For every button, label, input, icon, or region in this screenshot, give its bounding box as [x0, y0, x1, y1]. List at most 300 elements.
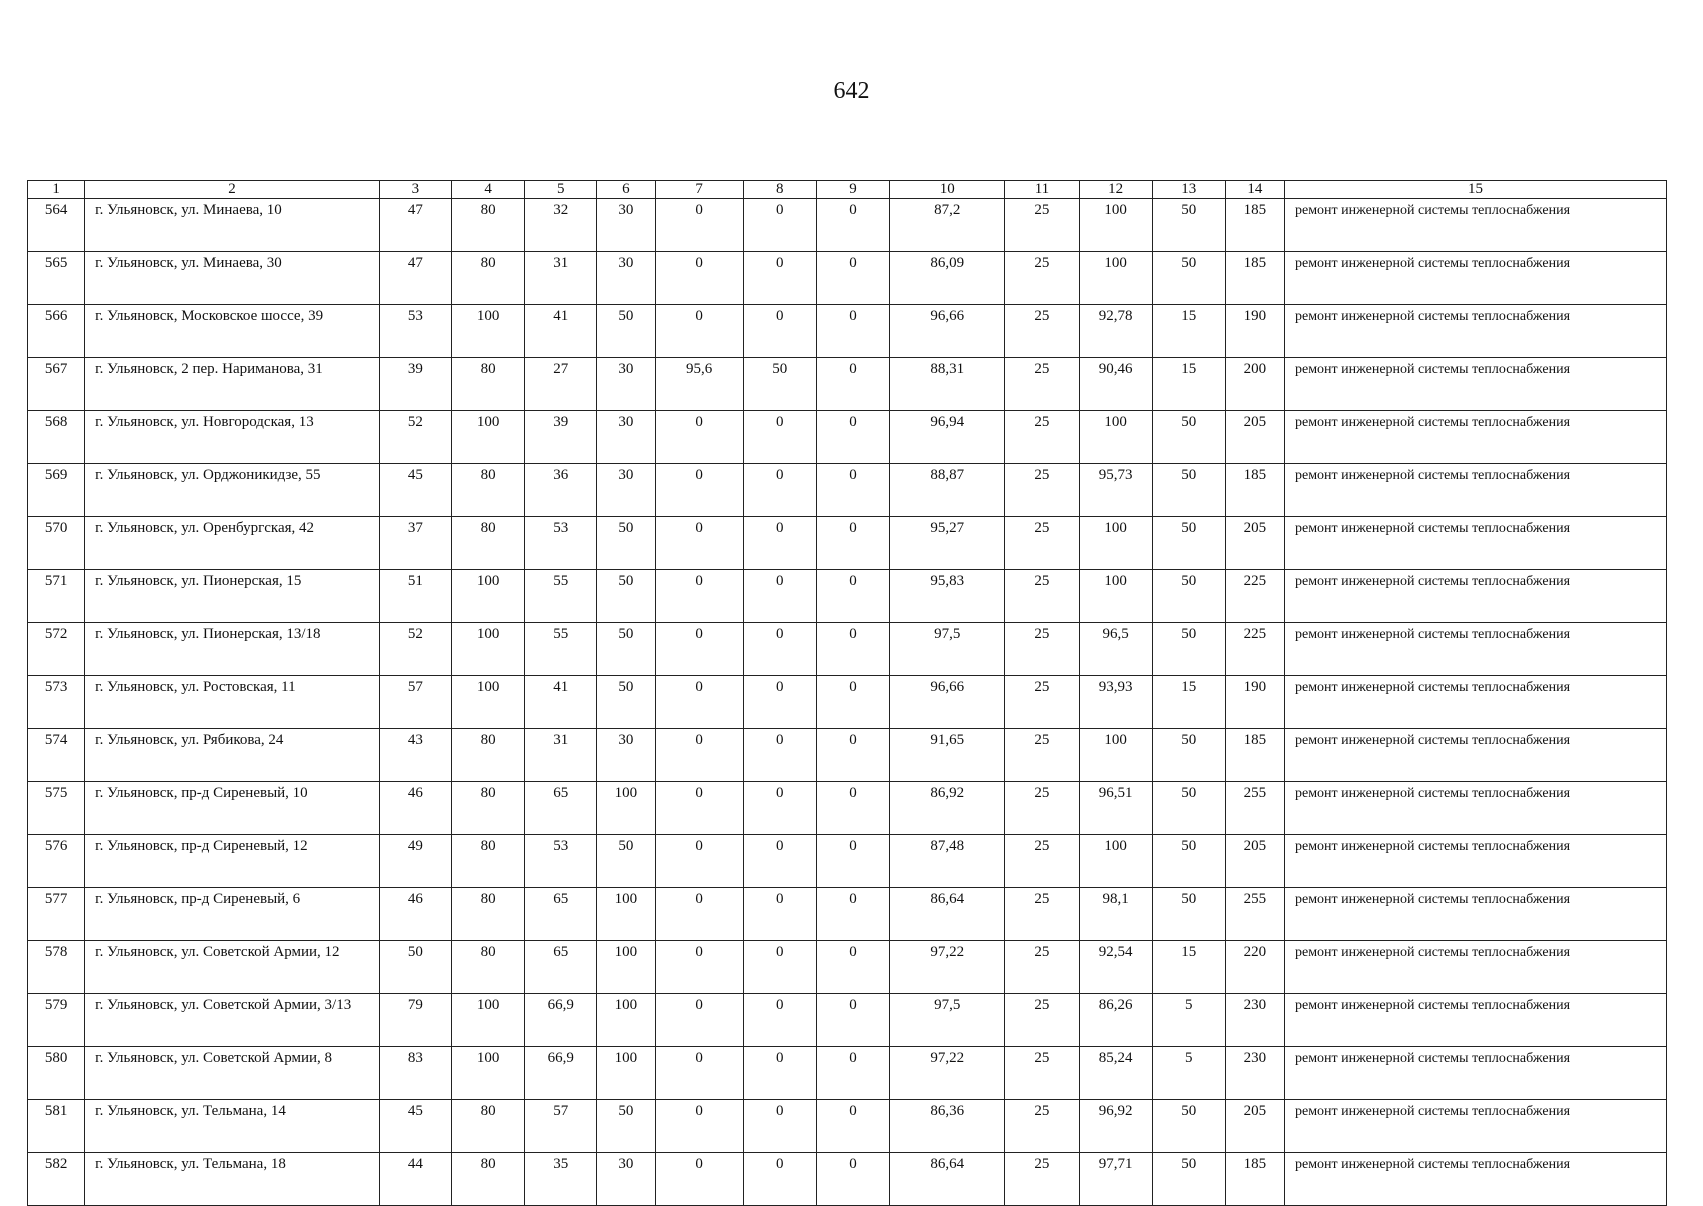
col-13-value-cell: 5 [1152, 1047, 1225, 1100]
address-cell: г. Ульяновск, ул. Новгородская, 13 [85, 411, 380, 464]
col-4-value-cell: 80 [452, 729, 525, 782]
col-10-value-cell: 87,48 [890, 835, 1005, 888]
address-cell: г. Ульяновск, пр-д Сиреневый, 10 [85, 782, 380, 835]
col-6-value-cell: 50 [597, 570, 655, 623]
col-11-value-cell: 25 [1005, 252, 1079, 305]
table-row [28, 623, 1667, 676]
work-type-cell: ремонт инженерной системы теплоснабжения [1284, 782, 1666, 835]
address-cell: г. Ульяновск, ул. Орджоникидзе, 55 [85, 464, 380, 517]
column-header-14: 14 [1225, 181, 1284, 199]
work-type-cell: ремонт инженерной системы теплоснабжения [1284, 517, 1666, 570]
col-12-value-cell: 100 [1079, 729, 1152, 782]
col-14-value-cell: 255 [1225, 782, 1284, 835]
col-14-value-cell: 205 [1225, 835, 1284, 888]
col-5-value-cell: 55 [525, 623, 597, 676]
col-9-value-cell: 0 [816, 305, 889, 358]
col-4-value-cell: 80 [452, 252, 525, 305]
col-12-value-cell: 95,73 [1079, 464, 1152, 517]
col-11-value-cell: 25 [1005, 464, 1079, 517]
col-14-value-cell: 190 [1225, 676, 1284, 729]
col-5-value-cell: 31 [525, 729, 597, 782]
column-header-9: 9 [816, 181, 889, 199]
col-7-value-cell: 0 [655, 1100, 743, 1153]
col-9-value-cell: 0 [816, 676, 889, 729]
col-4-value-cell: 80 [452, 835, 525, 888]
col-11-value-cell: 25 [1005, 199, 1079, 252]
col-10-value-cell: 86,92 [890, 782, 1005, 835]
col-9-value-cell: 0 [816, 252, 889, 305]
col-9-value-cell: 0 [816, 994, 889, 1047]
work-type-cell: ремонт инженерной системы теплоснабжения [1284, 729, 1666, 782]
col-9-value-cell: 0 [816, 888, 889, 941]
col-9-value-cell: 0 [816, 199, 889, 252]
col-5-value-cell: 65 [525, 888, 597, 941]
work-type-cell: ремонт инженерной системы теплоснабжения [1284, 1100, 1666, 1153]
col-4-value-cell: 80 [452, 1153, 525, 1206]
col-9-value-cell: 0 [816, 358, 889, 411]
row-number-cell: 569 [28, 464, 85, 517]
work-type-cell: ремонт инженерной системы теплоснабжения [1284, 305, 1666, 358]
col-8-value-cell: 0 [743, 782, 816, 835]
table-row [28, 676, 1667, 729]
col-13-value-cell: 15 [1152, 941, 1225, 994]
col-10-value-cell: 86,09 [890, 252, 1005, 305]
work-type-cell: ремонт инженерной системы теплоснабжения [1284, 623, 1666, 676]
col-4-value-cell: 80 [452, 517, 525, 570]
col-6-value-cell: 50 [597, 676, 655, 729]
row-number-cell: 576 [28, 835, 85, 888]
col-7-value-cell: 0 [655, 994, 743, 1047]
col-9-value-cell: 0 [816, 941, 889, 994]
table-row [28, 199, 1667, 252]
row-number-cell: 572 [28, 623, 85, 676]
col-10-value-cell: 86,64 [890, 888, 1005, 941]
col-3-value-cell: 52 [379, 623, 451, 676]
work-type-cell: ремонт инженерной системы теплоснабжения [1284, 1047, 1666, 1100]
col-8-value-cell: 0 [743, 623, 816, 676]
col-8-value-cell: 0 [743, 676, 816, 729]
col-12-value-cell: 100 [1079, 199, 1152, 252]
address-cell: г. Ульяновск, ул. Тельмана, 18 [85, 1153, 380, 1206]
col-4-value-cell: 80 [452, 888, 525, 941]
col-4-value-cell: 100 [452, 623, 525, 676]
table-row [28, 835, 1667, 888]
col-14-value-cell: 255 [1225, 888, 1284, 941]
col-12-value-cell: 98,1 [1079, 888, 1152, 941]
col-8-value-cell: 0 [743, 888, 816, 941]
col-12-value-cell: 90,46 [1079, 358, 1152, 411]
col-7-value-cell: 0 [655, 782, 743, 835]
table-row [28, 305, 1667, 358]
col-14-value-cell: 220 [1225, 941, 1284, 994]
address-cell: г. Ульяновск, ул. Советской Армии, 12 [85, 941, 380, 994]
col-5-value-cell: 41 [525, 676, 597, 729]
col-3-value-cell: 45 [379, 464, 451, 517]
col-6-value-cell: 30 [597, 411, 655, 464]
column-header-3: 3 [379, 181, 451, 199]
page-number: 642 [833, 78, 870, 104]
col-14-value-cell: 205 [1225, 411, 1284, 464]
col-5-value-cell: 66,9 [525, 994, 597, 1047]
work-type-cell: ремонт инженерной системы теплоснабжения [1284, 835, 1666, 888]
column-header-8: 8 [743, 181, 816, 199]
col-6-value-cell: 50 [597, 623, 655, 676]
col-12-value-cell: 100 [1079, 517, 1152, 570]
col-3-value-cell: 51 [379, 570, 451, 623]
col-4-value-cell: 100 [452, 305, 525, 358]
col-6-value-cell: 100 [597, 941, 655, 994]
col-14-value-cell: 205 [1225, 1100, 1284, 1153]
col-8-value-cell: 0 [743, 729, 816, 782]
address-cell: г. Ульяновск, ул. Минаева, 10 [85, 199, 380, 252]
address-cell: г. Ульяновск, ул. Рябикова, 24 [85, 729, 380, 782]
col-11-value-cell: 25 [1005, 1100, 1079, 1153]
table-row [28, 1047, 1667, 1100]
col-11-value-cell: 25 [1005, 941, 1079, 994]
table-row [28, 888, 1667, 941]
col-11-value-cell: 25 [1005, 623, 1079, 676]
col-13-value-cell: 5 [1152, 994, 1225, 1047]
col-8-value-cell: 0 [743, 994, 816, 1047]
col-6-value-cell: 100 [597, 888, 655, 941]
col-5-value-cell: 31 [525, 252, 597, 305]
col-10-value-cell: 96,66 [890, 676, 1005, 729]
col-5-value-cell: 65 [525, 782, 597, 835]
col-9-value-cell: 0 [816, 570, 889, 623]
work-type-cell: ремонт инженерной системы теплоснабжения [1284, 252, 1666, 305]
row-number-cell: 566 [28, 305, 85, 358]
col-14-value-cell: 185 [1225, 252, 1284, 305]
row-number-cell: 567 [28, 358, 85, 411]
col-6-value-cell: 50 [597, 835, 655, 888]
col-9-value-cell: 0 [816, 1047, 889, 1100]
col-13-value-cell: 50 [1152, 1153, 1225, 1206]
work-type-cell: ремонт инженерной системы теплоснабжения [1284, 676, 1666, 729]
column-header-13: 13 [1152, 181, 1225, 199]
col-14-value-cell: 190 [1225, 305, 1284, 358]
col-3-value-cell: 79 [379, 994, 451, 1047]
column-header-12: 12 [1079, 181, 1152, 199]
table-row [28, 782, 1667, 835]
col-6-value-cell: 50 [597, 305, 655, 358]
row-number-cell: 578 [28, 941, 85, 994]
col-9-value-cell: 0 [816, 782, 889, 835]
col-14-value-cell: 185 [1225, 1153, 1284, 1206]
work-type-cell: ремонт инженерной системы теплоснабжения [1284, 1153, 1666, 1206]
col-7-value-cell: 0 [655, 729, 743, 782]
address-cell: г. Ульяновск, Московское шоссе, 39 [85, 305, 380, 358]
table-row [28, 1153, 1667, 1206]
col-5-value-cell: 35 [525, 1153, 597, 1206]
col-3-value-cell: 50 [379, 941, 451, 994]
row-number-cell: 575 [28, 782, 85, 835]
work-type-cell: ремонт инженерной системы теплоснабжения [1284, 941, 1666, 994]
work-type-cell: ремонт инженерной системы теплоснабжения [1284, 411, 1666, 464]
work-type-cell: ремонт инженерной системы теплоснабжения [1284, 199, 1666, 252]
col-9-value-cell: 0 [816, 623, 889, 676]
col-12-value-cell: 96,5 [1079, 623, 1152, 676]
col-4-value-cell: 100 [452, 676, 525, 729]
col-11-value-cell: 25 [1005, 729, 1079, 782]
col-3-value-cell: 53 [379, 305, 451, 358]
col-9-value-cell: 0 [816, 517, 889, 570]
col-6-value-cell: 30 [597, 464, 655, 517]
col-12-value-cell: 100 [1079, 252, 1152, 305]
table-body [28, 199, 1667, 1206]
col-10-value-cell: 86,36 [890, 1100, 1005, 1153]
table-row [28, 358, 1667, 411]
column-header-15: 15 [1284, 181, 1666, 199]
col-8-value-cell: 0 [743, 835, 816, 888]
address-cell: г. Ульяновск, ул. Тельмана, 14 [85, 1100, 380, 1153]
col-8-value-cell: 0 [743, 1047, 816, 1100]
col-7-value-cell: 0 [655, 835, 743, 888]
col-8-value-cell: 0 [743, 1100, 816, 1153]
col-5-value-cell: 39 [525, 411, 597, 464]
col-9-value-cell: 0 [816, 1153, 889, 1206]
col-6-value-cell: 50 [597, 517, 655, 570]
col-7-value-cell: 0 [655, 888, 743, 941]
col-10-value-cell: 86,64 [890, 1153, 1005, 1206]
row-number-cell: 581 [28, 1100, 85, 1153]
col-7-value-cell: 95,6 [655, 358, 743, 411]
col-13-value-cell: 50 [1152, 252, 1225, 305]
col-8-value-cell: 0 [743, 199, 816, 252]
col-3-value-cell: 37 [379, 517, 451, 570]
col-10-value-cell: 88,87 [890, 464, 1005, 517]
row-number-cell: 582 [28, 1153, 85, 1206]
col-14-value-cell: 185 [1225, 729, 1284, 782]
col-5-value-cell: 65 [525, 941, 597, 994]
col-10-value-cell: 97,22 [890, 941, 1005, 994]
row-number-cell: 565 [28, 252, 85, 305]
col-13-value-cell: 50 [1152, 782, 1225, 835]
col-4-value-cell: 100 [452, 1047, 525, 1100]
row-number-cell: 564 [28, 199, 85, 252]
col-4-value-cell: 80 [452, 199, 525, 252]
col-12-value-cell: 96,51 [1079, 782, 1152, 835]
col-14-value-cell: 225 [1225, 623, 1284, 676]
col-5-value-cell: 66,9 [525, 1047, 597, 1100]
row-number-cell: 570 [28, 517, 85, 570]
column-header-1: 1 [28, 181, 85, 199]
col-10-value-cell: 96,94 [890, 411, 1005, 464]
col-6-value-cell: 30 [597, 252, 655, 305]
col-14-value-cell: 205 [1225, 517, 1284, 570]
col-11-value-cell: 25 [1005, 305, 1079, 358]
col-13-value-cell: 50 [1152, 464, 1225, 517]
col-9-value-cell: 0 [816, 1100, 889, 1153]
header-row [28, 181, 1667, 199]
col-7-value-cell: 0 [655, 199, 743, 252]
col-10-value-cell: 91,65 [890, 729, 1005, 782]
address-cell: г. Ульяновск, ул. Советской Армии, 8 [85, 1047, 380, 1100]
col-8-value-cell: 0 [743, 570, 816, 623]
col-7-value-cell: 0 [655, 941, 743, 994]
col-4-value-cell: 80 [452, 358, 525, 411]
col-5-value-cell: 36 [525, 464, 597, 517]
col-7-value-cell: 0 [655, 411, 743, 464]
col-8-value-cell: 0 [743, 1153, 816, 1206]
col-13-value-cell: 50 [1152, 517, 1225, 570]
col-7-value-cell: 0 [655, 1153, 743, 1206]
col-12-value-cell: 100 [1079, 411, 1152, 464]
row-number-cell: 577 [28, 888, 85, 941]
col-7-value-cell: 0 [655, 623, 743, 676]
col-13-value-cell: 15 [1152, 676, 1225, 729]
col-13-value-cell: 50 [1152, 729, 1225, 782]
col-13-value-cell: 50 [1152, 888, 1225, 941]
table-row [28, 252, 1667, 305]
col-13-value-cell: 50 [1152, 1100, 1225, 1153]
col-10-value-cell: 95,83 [890, 570, 1005, 623]
col-8-value-cell: 0 [743, 517, 816, 570]
address-cell: г. Ульяновск, пр-д Сиреневый, 12 [85, 835, 380, 888]
col-14-value-cell: 200 [1225, 358, 1284, 411]
col-3-value-cell: 43 [379, 729, 451, 782]
col-11-value-cell: 25 [1005, 782, 1079, 835]
col-4-value-cell: 100 [452, 570, 525, 623]
work-type-cell: ремонт инженерной системы теплоснабжения [1284, 570, 1666, 623]
col-14-value-cell: 230 [1225, 1047, 1284, 1100]
col-11-value-cell: 25 [1005, 835, 1079, 888]
col-10-value-cell: 96,66 [890, 305, 1005, 358]
col-8-value-cell: 0 [743, 305, 816, 358]
col-3-value-cell: 44 [379, 1153, 451, 1206]
col-3-value-cell: 47 [379, 199, 451, 252]
col-5-value-cell: 32 [525, 199, 597, 252]
col-12-value-cell: 92,54 [1079, 941, 1152, 994]
col-8-value-cell: 0 [743, 941, 816, 994]
table-row [28, 1100, 1667, 1153]
housing-repair-table [27, 180, 1667, 1206]
col-5-value-cell: 53 [525, 517, 597, 570]
row-number-cell: 579 [28, 994, 85, 1047]
col-7-value-cell: 0 [655, 676, 743, 729]
table-row [28, 411, 1667, 464]
col-6-value-cell: 30 [597, 358, 655, 411]
col-10-value-cell: 87,2 [890, 199, 1005, 252]
col-14-value-cell: 185 [1225, 464, 1284, 517]
col-11-value-cell: 25 [1005, 517, 1079, 570]
col-10-value-cell: 97,5 [890, 623, 1005, 676]
col-13-value-cell: 50 [1152, 411, 1225, 464]
col-12-value-cell: 93,93 [1079, 676, 1152, 729]
table-row [28, 994, 1667, 1047]
col-5-value-cell: 57 [525, 1100, 597, 1153]
col-13-value-cell: 15 [1152, 358, 1225, 411]
col-4-value-cell: 100 [452, 994, 525, 1047]
col-3-value-cell: 57 [379, 676, 451, 729]
col-4-value-cell: 80 [452, 1100, 525, 1153]
col-13-value-cell: 50 [1152, 570, 1225, 623]
col-3-value-cell: 46 [379, 888, 451, 941]
col-11-value-cell: 25 [1005, 1047, 1079, 1100]
col-7-value-cell: 0 [655, 517, 743, 570]
col-3-value-cell: 46 [379, 782, 451, 835]
col-14-value-cell: 230 [1225, 994, 1284, 1047]
col-12-value-cell: 92,78 [1079, 305, 1152, 358]
col-5-value-cell: 41 [525, 305, 597, 358]
col-3-value-cell: 49 [379, 835, 451, 888]
col-10-value-cell: 95,27 [890, 517, 1005, 570]
row-number-cell: 580 [28, 1047, 85, 1100]
col-5-value-cell: 55 [525, 570, 597, 623]
col-8-value-cell: 50 [743, 358, 816, 411]
col-13-value-cell: 15 [1152, 305, 1225, 358]
col-3-value-cell: 52 [379, 411, 451, 464]
address-cell: г. Ульяновск, ул. Ростовская, 11 [85, 676, 380, 729]
col-14-value-cell: 185 [1225, 199, 1284, 252]
col-4-value-cell: 80 [452, 464, 525, 517]
table-row [28, 570, 1667, 623]
col-6-value-cell: 100 [597, 994, 655, 1047]
column-header-7: 7 [655, 181, 743, 199]
address-cell: г. Ульяновск, ул. Пионерская, 15 [85, 570, 380, 623]
address-cell: г. Ульяновск, ул. Минаева, 30 [85, 252, 380, 305]
col-3-value-cell: 83 [379, 1047, 451, 1100]
col-9-value-cell: 0 [816, 411, 889, 464]
col-11-value-cell: 25 [1005, 358, 1079, 411]
col-12-value-cell: 96,92 [1079, 1100, 1152, 1153]
column-header-4: 4 [452, 181, 525, 199]
col-6-value-cell: 100 [597, 1047, 655, 1100]
col-3-value-cell: 45 [379, 1100, 451, 1153]
col-12-value-cell: 85,24 [1079, 1047, 1152, 1100]
col-10-value-cell: 97,22 [890, 1047, 1005, 1100]
column-header-11: 11 [1005, 181, 1079, 199]
col-6-value-cell: 100 [597, 782, 655, 835]
col-7-value-cell: 0 [655, 464, 743, 517]
col-8-value-cell: 0 [743, 464, 816, 517]
table-row [28, 941, 1667, 994]
col-7-value-cell: 0 [655, 1047, 743, 1100]
row-number-cell: 574 [28, 729, 85, 782]
col-12-value-cell: 86,26 [1079, 994, 1152, 1047]
col-11-value-cell: 25 [1005, 994, 1079, 1047]
col-14-value-cell: 225 [1225, 570, 1284, 623]
col-9-value-cell: 0 [816, 729, 889, 782]
col-7-value-cell: 0 [655, 305, 743, 358]
col-6-value-cell: 30 [597, 1153, 655, 1206]
row-number-cell: 571 [28, 570, 85, 623]
col-9-value-cell: 0 [816, 464, 889, 517]
work-type-cell: ремонт инженерной системы теплоснабжения [1284, 464, 1666, 517]
col-5-value-cell: 53 [525, 835, 597, 888]
row-number-cell: 573 [28, 676, 85, 729]
column-header-2: 2 [85, 181, 380, 199]
col-12-value-cell: 100 [1079, 835, 1152, 888]
col-10-value-cell: 97,5 [890, 994, 1005, 1047]
table-header [28, 181, 1667, 199]
col-12-value-cell: 100 [1079, 570, 1152, 623]
col-5-value-cell: 27 [525, 358, 597, 411]
col-3-value-cell: 39 [379, 358, 451, 411]
col-6-value-cell: 30 [597, 729, 655, 782]
address-cell: г. Ульяновск, ул. Советской Армии, 3/13 [85, 994, 380, 1047]
table-row [28, 464, 1667, 517]
col-7-value-cell: 0 [655, 570, 743, 623]
table-row [28, 729, 1667, 782]
col-11-value-cell: 25 [1005, 411, 1079, 464]
col-4-value-cell: 100 [452, 411, 525, 464]
work-type-cell: ремонт инженерной системы теплоснабжения [1284, 358, 1666, 411]
col-3-value-cell: 47 [379, 252, 451, 305]
work-type-cell: ремонт инженерной системы теплоснабжения [1284, 888, 1666, 941]
address-cell: г. Ульяновск, ул. Оренбургская, 42 [85, 517, 380, 570]
table-row [28, 517, 1667, 570]
col-11-value-cell: 25 [1005, 888, 1079, 941]
